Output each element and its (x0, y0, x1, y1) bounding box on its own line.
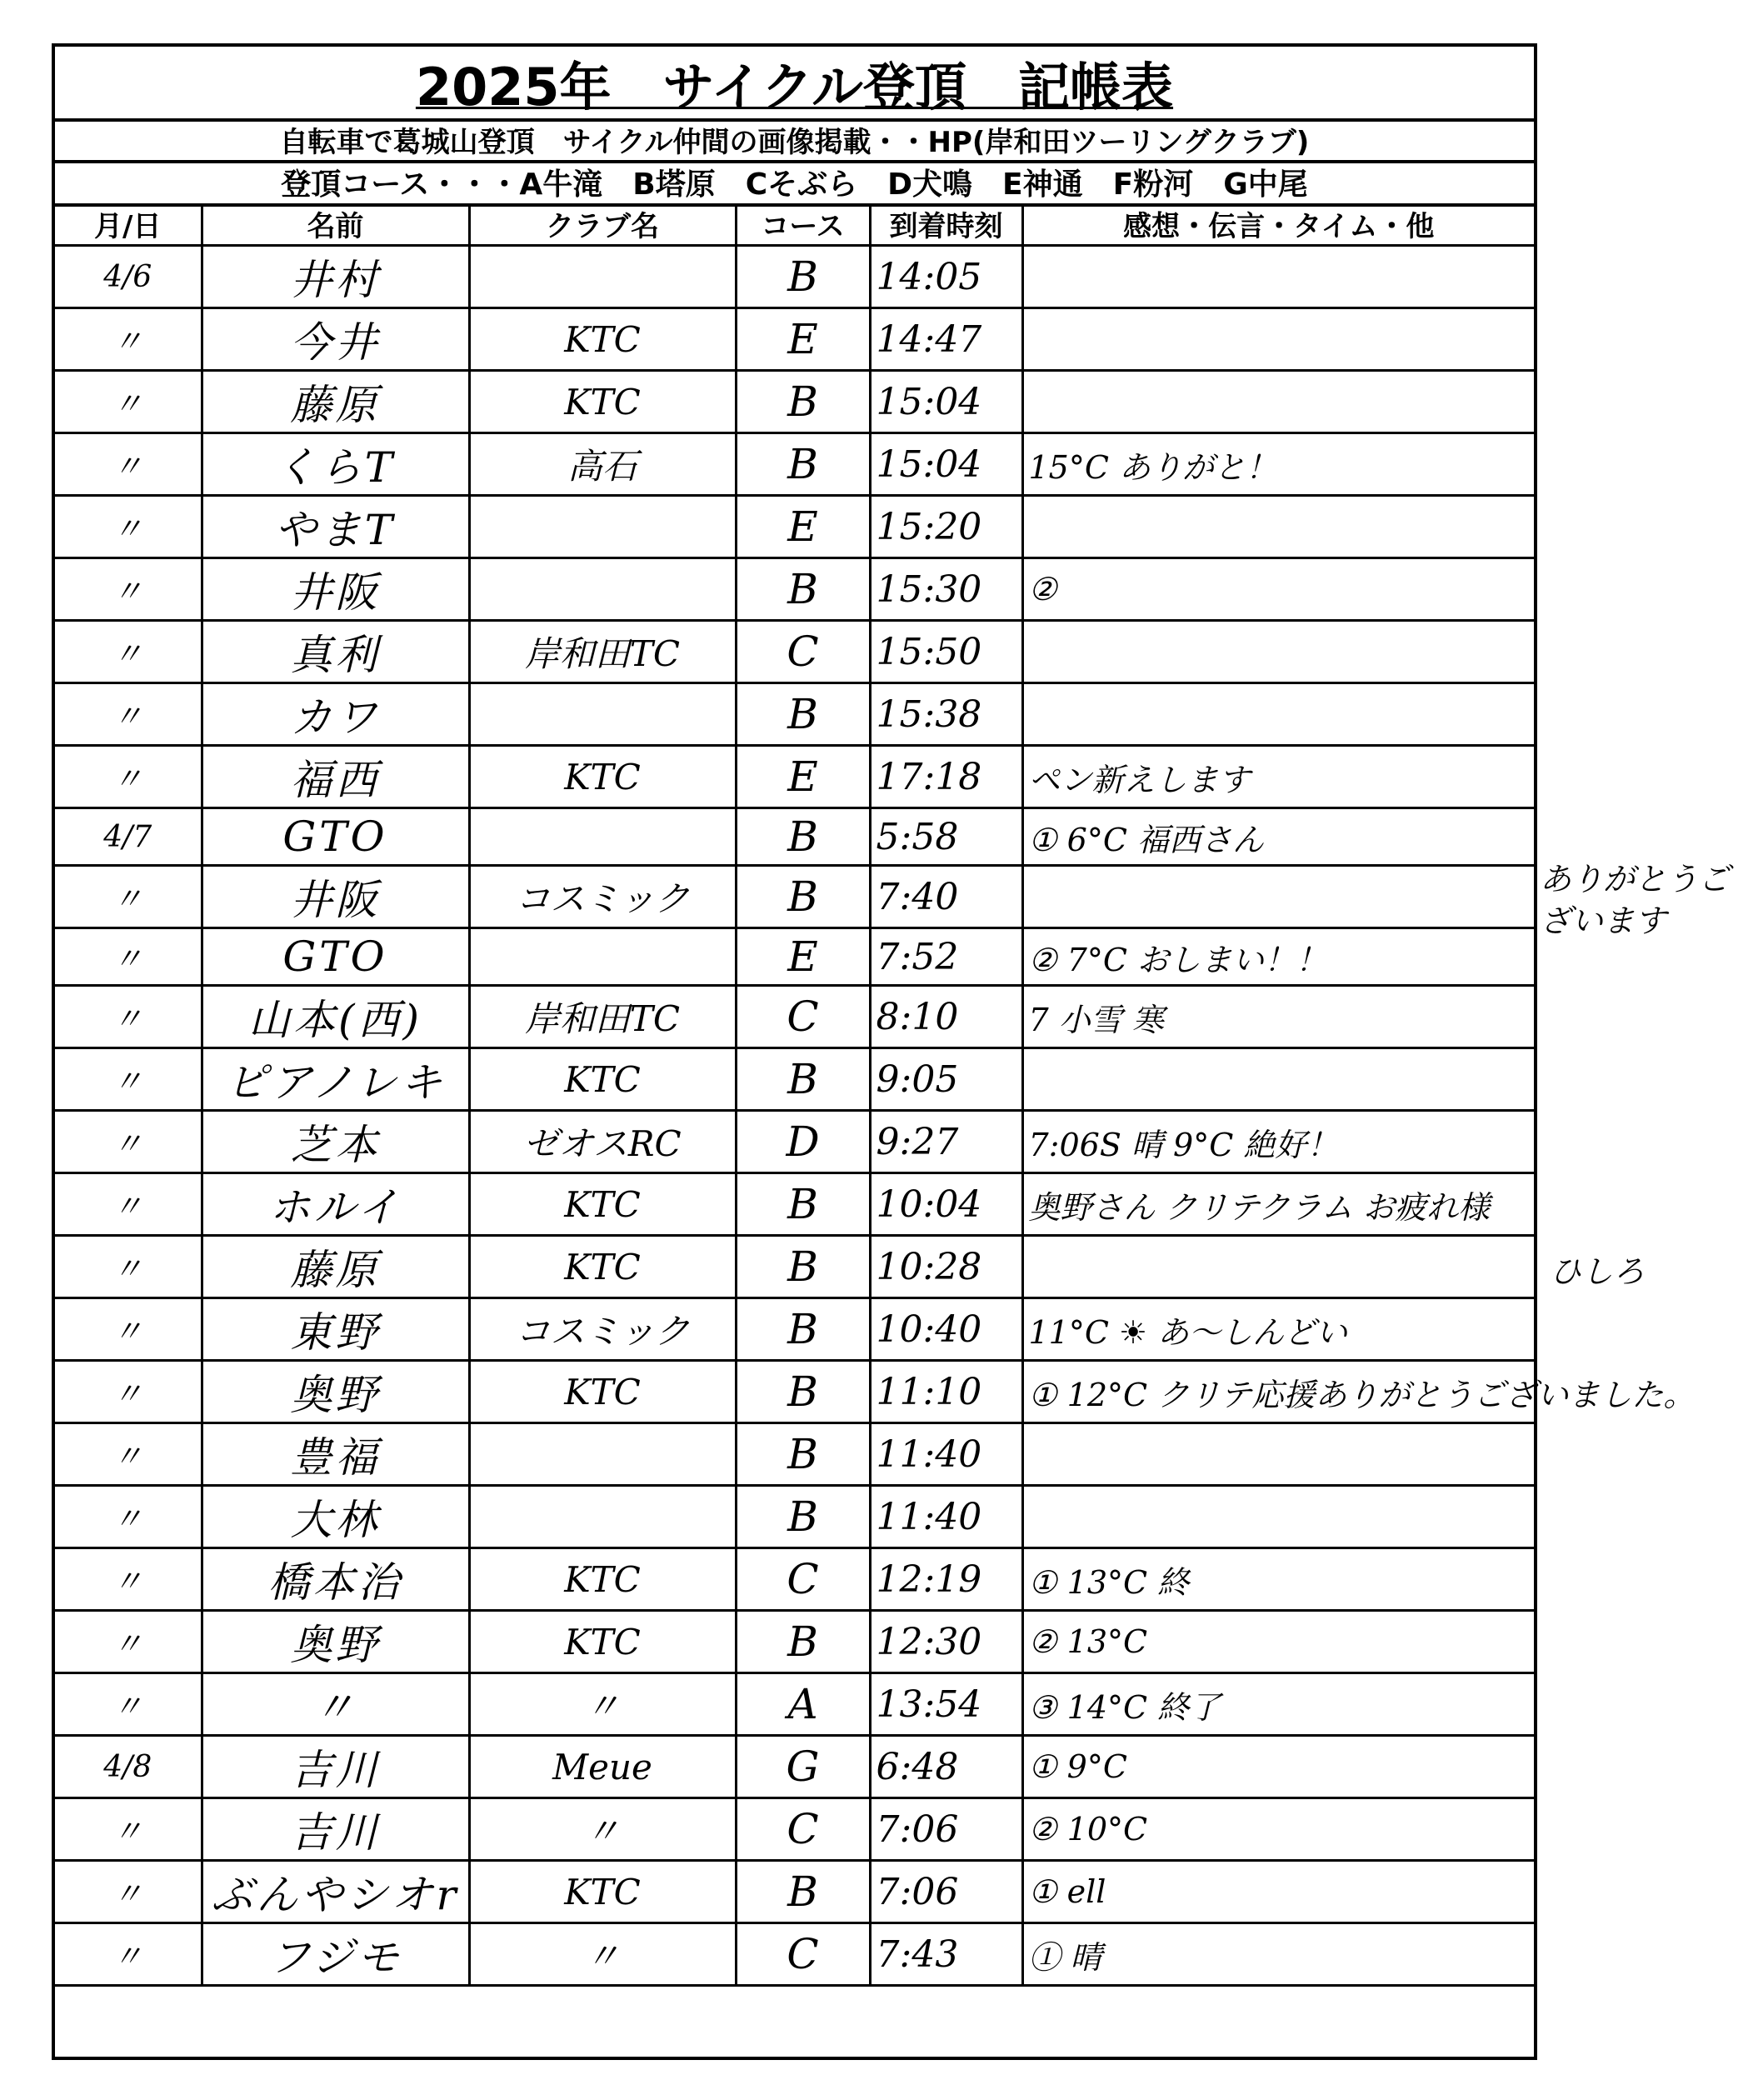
cell-note: ③ 14°C 終了 (1022, 1673, 1534, 1736)
table-row (55, 1798, 1534, 1861)
cell-name: 真利 (202, 621, 469, 683)
cell-note: ① 6°C 福西さん (1022, 808, 1534, 866)
cell-club: KTC (469, 1236, 736, 1298)
cell-date: 〃 (55, 621, 202, 683)
cell-course: G (736, 1736, 870, 1798)
cell-note (1022, 496, 1534, 558)
cell-time: 7:43 (870, 1923, 1022, 1986)
cell-club: 〃 (469, 1673, 736, 1736)
cell-course: C (736, 621, 870, 683)
table-row (55, 246, 1534, 308)
cell-note (1022, 621, 1534, 683)
cell-note (1022, 683, 1534, 746)
cell-club: コスミック (469, 1298, 736, 1361)
cell-name: やまT (202, 496, 469, 558)
cell-club (469, 683, 736, 746)
cell-name: 山本(西) (202, 986, 469, 1048)
cell-time: 15:50 (870, 621, 1022, 683)
cell-note: 11°C ☀ あ〜しんどい (1022, 1298, 1534, 1361)
cell-time: 10:04 (870, 1173, 1022, 1236)
cell-club: 〃 (469, 1798, 736, 1861)
cell-time: 11:10 (870, 1361, 1022, 1423)
cell-name: 吉川 (202, 1736, 469, 1798)
cell-name: 井阪 (202, 866, 469, 928)
cell-club: 高石 (469, 433, 736, 496)
cell-date: 〃 (55, 1048, 202, 1111)
cell-club (469, 928, 736, 986)
cell-name: 東野 (202, 1298, 469, 1361)
cell-date: 〃 (55, 1173, 202, 1236)
cell-date: 〃 (55, 433, 202, 496)
cell-time: 6:48 (870, 1736, 1022, 1798)
cell-club: KTC (469, 746, 736, 808)
cell-course: A (736, 1673, 870, 1736)
table-row (55, 986, 1534, 1048)
cell-time: 14:47 (870, 308, 1022, 371)
cell-date: 〃 (55, 986, 202, 1048)
cell-date: 〃 (55, 683, 202, 746)
cell-course: B (736, 808, 870, 866)
cell-date: 〃 (55, 1861, 202, 1923)
cell-time: 14:05 (870, 246, 1022, 308)
table-row (55, 1298, 1534, 1361)
table-row (55, 1173, 1534, 1236)
table-row (55, 1048, 1534, 1111)
cell-date: 4/7 (55, 808, 202, 866)
cell-note: ② 10°C (1022, 1798, 1534, 1861)
table-row (55, 371, 1534, 433)
cell-course: D (736, 1111, 870, 1173)
cell-course: B (736, 1173, 870, 1236)
cell-name: ぶんやシオr (202, 1861, 469, 1923)
table-row (55, 1673, 1534, 1736)
cell-date: 〃 (55, 1673, 202, 1736)
cell-name: 奥野 (202, 1611, 469, 1673)
cell-name: 藤原 (202, 371, 469, 433)
cell-date: 〃 (55, 1923, 202, 1986)
cell-name: 今井 (202, 308, 469, 371)
cell-name: 〃 (202, 1673, 469, 1736)
cell-name: ホルイ (202, 1173, 469, 1236)
cell-club: KTC (469, 371, 736, 433)
cell-date: 4/8 (55, 1736, 202, 1798)
cell-date: 〃 (55, 1298, 202, 1361)
cell-note: ペン新えします (1022, 746, 1534, 808)
course-legend: 登頂コース・・・A牛滝 B塔原 Cそぶら D犬鳴 E神通 F粉河 G中尾 (55, 160, 1534, 207)
cell-note (1022, 1048, 1534, 1111)
cell-date: 〃 (55, 1111, 202, 1173)
cell-date: 〃 (55, 1486, 202, 1548)
table-row (55, 558, 1534, 621)
column-header-course: コース (736, 203, 870, 246)
cell-date: 〃 (55, 496, 202, 558)
column-header-time: 到着時刻 (870, 203, 1022, 246)
cell-note: ① ell (1022, 1861, 1534, 1923)
table-row (55, 621, 1534, 683)
cell-time: 11:40 (870, 1486, 1022, 1548)
cell-note: ① 12°C クリテ応援ありがとうございました。 (1022, 1361, 1534, 1423)
cell-course: B (736, 1611, 870, 1673)
cell-date: 〃 (55, 928, 202, 986)
cell-note: 7 小雪 寒 (1022, 986, 1534, 1048)
cell-note: ② 13°C (1022, 1611, 1534, 1673)
cell-note: 15°C ありがと！ (1022, 433, 1534, 496)
table-row (55, 1923, 1534, 1986)
cell-note (1022, 866, 1534, 928)
cell-club (469, 808, 736, 866)
column-header-date: 月/日 (55, 203, 202, 246)
cell-course: E (736, 308, 870, 371)
cell-name: 豊福 (202, 1423, 469, 1486)
table-row (55, 1111, 1534, 1173)
cell-name: 井阪 (202, 558, 469, 621)
cell-course: B (736, 1486, 870, 1548)
cell-name: 芝本 (202, 1111, 469, 1173)
cell-time: 13:54 (870, 1673, 1022, 1736)
cell-name: ピアノレキ (202, 1048, 469, 1111)
cell-course: E (736, 928, 870, 986)
margin-note: ありがとうございます (1540, 861, 1731, 939)
cell-time: 10:28 (870, 1236, 1022, 1298)
cell-time: 12:30 (870, 1611, 1022, 1673)
cell-course: C (736, 1798, 870, 1861)
cell-time: 15:04 (870, 433, 1022, 496)
margin-note: ひしろ (1550, 1253, 1646, 1290)
cell-course: B (736, 246, 870, 308)
column-header-name: 名前 (202, 203, 469, 246)
cell-time: 7:40 (870, 866, 1022, 928)
cell-course: C (736, 1548, 870, 1611)
cell-name: 橋本治 (202, 1548, 469, 1611)
cell-time: 5:58 (870, 808, 1022, 866)
page-title: 2025年 サイクル登頂 記帳表 (55, 47, 1534, 122)
cell-name: 奥野 (202, 1361, 469, 1423)
column-header-club: クラブ名 (469, 203, 736, 246)
cell-date: 〃 (55, 1548, 202, 1611)
cell-club: KTC (469, 308, 736, 371)
cell-course: B (736, 1361, 870, 1423)
cell-note (1022, 246, 1534, 308)
cell-course: B (736, 1298, 870, 1361)
cell-note (1022, 1486, 1534, 1548)
cell-name: 吉川 (202, 1798, 469, 1861)
cell-note (1022, 371, 1534, 433)
cell-club: ゼオスRC (469, 1111, 736, 1173)
cell-club: 〃 (469, 1923, 736, 1986)
cell-date: 〃 (55, 1423, 202, 1486)
cell-time: 9:27 (870, 1111, 1022, 1173)
table-row (55, 808, 1534, 866)
table-row (55, 1236, 1534, 1298)
cell-club: KTC (469, 1361, 736, 1423)
cell-note (1022, 308, 1534, 371)
cell-time: 7:52 (870, 928, 1022, 986)
cell-club: KTC (469, 1611, 736, 1673)
cell-club: KTC (469, 1548, 736, 1611)
table-header-row (55, 203, 1534, 246)
cell-name: フジモ (202, 1923, 469, 1986)
cell-date: 〃 (55, 371, 202, 433)
table-row (55, 1861, 1534, 1923)
cell-club (469, 1486, 736, 1548)
cell-club: コスミック (469, 866, 736, 928)
cell-date: 〃 (55, 866, 202, 928)
cell-name: GTO (202, 808, 469, 866)
cell-time: 17:18 (870, 746, 1022, 808)
cell-club: KTC (469, 1048, 736, 1111)
cell-date: 〃 (55, 1236, 202, 1298)
table-row (55, 1423, 1534, 1486)
cell-note: ① 晴 (1022, 1923, 1534, 1986)
cell-course: B (736, 433, 870, 496)
cell-club: KTC (469, 1861, 736, 1923)
table-row (55, 683, 1534, 746)
cell-date: 〃 (55, 1361, 202, 1423)
cell-date: 〃 (55, 1798, 202, 1861)
cell-time: 11:40 (870, 1423, 1022, 1486)
cell-note: ② 7°C おしまい！！ (1022, 928, 1534, 986)
table-row (55, 308, 1534, 371)
table-row (55, 1736, 1534, 1798)
cell-time: 15:30 (870, 558, 1022, 621)
cell-note (1022, 1423, 1534, 1486)
page-subtitle: 自転車で葛城山登頂 サイクル仲間の画像掲載・・HP(岸和田ツーリングクラブ) (55, 118, 1534, 163)
cell-name: 藤原 (202, 1236, 469, 1298)
table-row (55, 1611, 1534, 1673)
cell-course: E (736, 496, 870, 558)
cell-time: 15:38 (870, 683, 1022, 746)
cell-name: カワ (202, 683, 469, 746)
cell-note: 奥野さん クリテクラム お疲れ様 (1022, 1173, 1534, 1236)
cell-time: 10:40 (870, 1298, 1022, 1361)
cell-club (469, 496, 736, 558)
cell-time: 7:06 (870, 1861, 1022, 1923)
cell-club (469, 1423, 736, 1486)
cell-date: 〃 (55, 1611, 202, 1673)
cell-date: 〃 (55, 558, 202, 621)
cell-name: くらT (202, 433, 469, 496)
cell-name: GTO (202, 928, 469, 986)
cell-note: ① 13°C 終 (1022, 1548, 1534, 1611)
cell-note: 7:06S 晴 9°C 絶好！ (1022, 1111, 1534, 1173)
cell-club: Meue (469, 1736, 736, 1798)
cell-course: B (736, 1236, 870, 1298)
cell-course: B (736, 1048, 870, 1111)
cell-club: KTC (469, 1173, 736, 1236)
table-row (55, 1548, 1534, 1611)
cell-name: 福西 (202, 746, 469, 808)
cell-time: 7:06 (870, 1798, 1022, 1861)
cell-course: B (736, 1423, 870, 1486)
table-row (55, 1361, 1534, 1423)
cell-time: 9:05 (870, 1048, 1022, 1111)
cell-club: 岸和田TC (469, 621, 736, 683)
cell-course: C (736, 986, 870, 1048)
cell-time: 8:10 (870, 986, 1022, 1048)
cell-time: 15:04 (870, 371, 1022, 433)
table-row (55, 433, 1534, 496)
cell-time: 12:19 (870, 1548, 1022, 1611)
table-row (55, 496, 1534, 558)
column-header-note: 感想・伝言・タイム・他 (1022, 203, 1534, 246)
cell-club (469, 246, 736, 308)
cell-note (1022, 1236, 1534, 1298)
table-row (55, 746, 1534, 808)
cell-course: B (736, 371, 870, 433)
cell-date: 〃 (55, 746, 202, 808)
table-row (55, 866, 1534, 928)
cell-course: B (736, 1861, 870, 1923)
cell-course: C (736, 1923, 870, 1986)
cell-note: ② (1022, 558, 1534, 621)
cell-name: 井村 (202, 246, 469, 308)
cell-club: 岸和田TC (469, 986, 736, 1048)
cell-name: 大林 (202, 1486, 469, 1548)
cell-course: B (736, 558, 870, 621)
cell-course: B (736, 683, 870, 746)
cell-date: 4/6 (55, 246, 202, 308)
cell-time: 15:20 (870, 496, 1022, 558)
cell-note: ① 9°C (1022, 1736, 1534, 1798)
cell-course: E (736, 746, 870, 808)
table-row (55, 928, 1534, 986)
table-row (55, 1486, 1534, 1548)
cell-date: 〃 (55, 308, 202, 371)
cell-club (469, 558, 736, 621)
cell-course: B (736, 866, 870, 928)
